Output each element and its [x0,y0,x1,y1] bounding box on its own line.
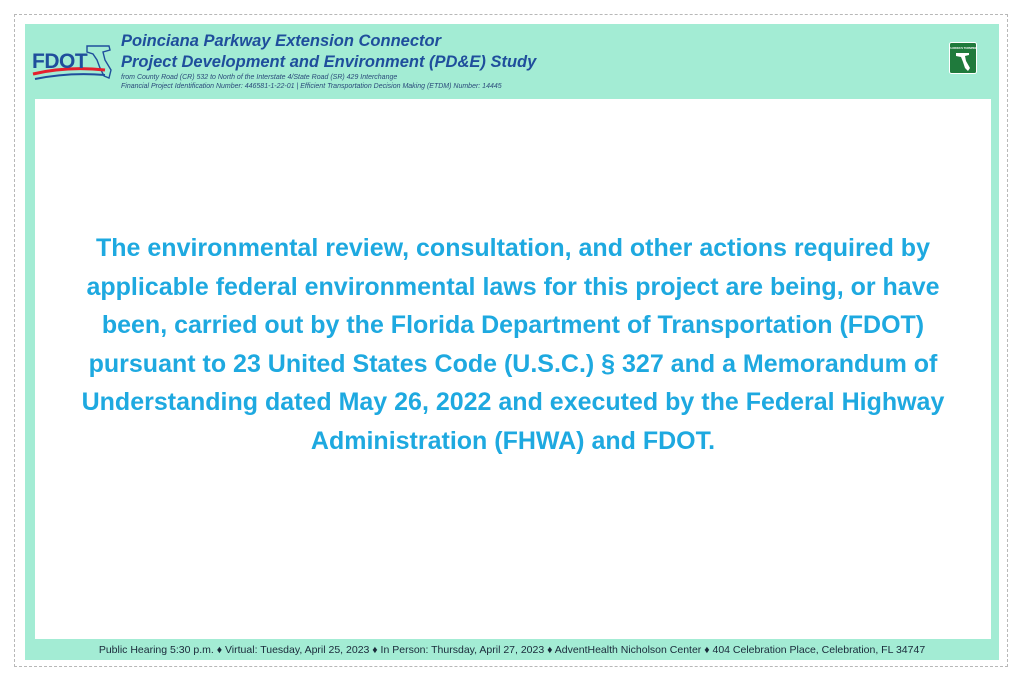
fdot-logo [31,40,115,86]
content-panel [35,99,991,639]
project-limits: from County Road (CR) 532 to North of the Interstate 4/State Road (SR) 429 Interchange [121,74,398,81]
header [25,24,999,99]
florida-turnpike-logo [949,42,977,74]
nepa-assignment-statement: The environmental review, consultation, and other actions required by applicable federal environmental laws for this project are being, or have been, carried out by the Florida Department of Transportation (FDOT) pursuant to 23 United States Code (U.S.C.) § 327 and a Memorandum of Understanding dated May 26, 2022 and executed by the Federal Highway Administration (FHWA) and FDOT. [81,234,945,455]
title-block [121,31,881,91]
project-numbers: Financial Project Identification Number: 446581-1-22-01 | Efficient Transportation Decision Making (ETDM) Number: 14445 [121,83,502,90]
turnpike-logo-text: FLORIDA'S TURNPIKE [949,47,977,50]
fdot-logo-text: FDOT [32,50,88,73]
study-title: Project Development and Environment (PD&E) Study [121,53,537,71]
project-title: Poinciana Parkway Extension Connector [121,32,442,50]
slide [25,24,999,660]
meeting-info-footer: Public Hearing 5:30 p.m. ♦ Virtual: Tuesday, April 25, 2023 ♦ In Person: Thursday, April 27, 2023 ♦ AdventHealth Nicholson Center ♦ 404 Celebration Place, Celebration, FL 34747 [98,644,926,656]
